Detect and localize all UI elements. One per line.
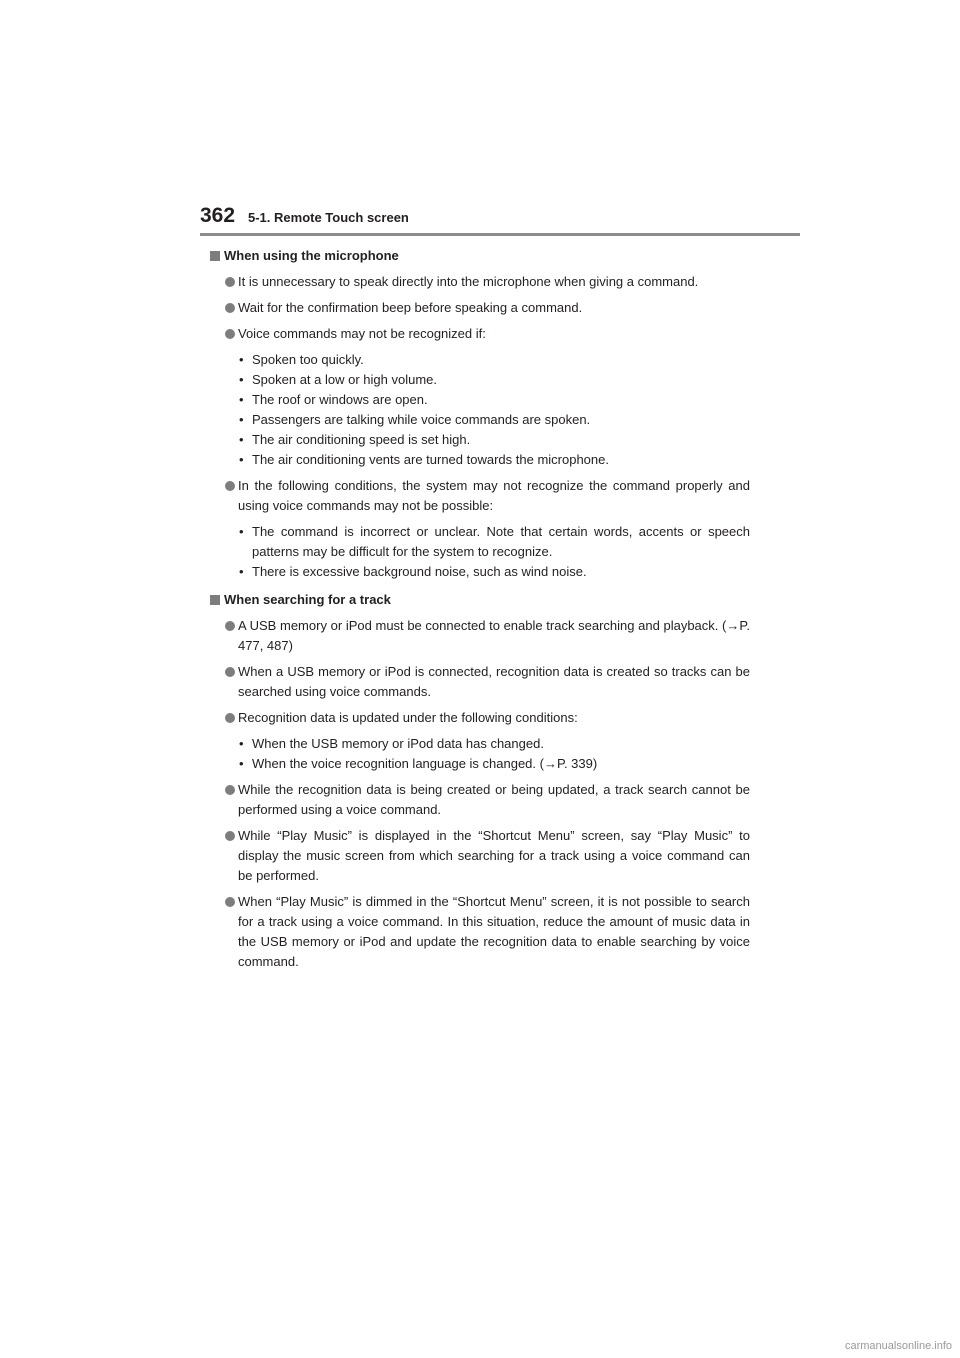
sub-list-item: • The command is incorrect or unclear. Note that certain words, accents or speech patterns may be difficult for the system to recognize. — [238, 522, 750, 562]
sub-list-item: • There is excessive background noise, such as wind noise. — [238, 562, 750, 582]
section-heading — [210, 590, 750, 610]
circle-bullet-icon — [225, 831, 235, 841]
list-item-text: When a USB memory or iPod is connected, recognition data is created so tracks can be searched using voice commands. — [238, 664, 750, 699]
square-bullet-icon — [210, 595, 220, 605]
section-heading — [210, 246, 750, 266]
list-item-text: Wait for the confirmation beep before speaking a command. — [238, 300, 583, 315]
list-item — [210, 892, 750, 972]
section-heading-text: When searching for a track — [224, 592, 391, 607]
sub-list-item: • Passengers are talking while voice commands are spoken. — [238, 410, 750, 430]
list-item-text: Voice commands may not be recognized if: — [238, 326, 486, 341]
list-item-text: While “Play Music” is displayed in the “Shortcut Menu” screen, say “Play Music” to display the music screen from which searching for a track using a voice command can be performed. — [238, 828, 750, 883]
list-item — [210, 708, 750, 728]
list-item — [210, 272, 750, 292]
sub-list-item: • The air conditioning speed is set high. — [238, 430, 750, 450]
sub-list-item: • Spoken too quickly. — [238, 350, 750, 370]
square-bullet-icon — [210, 251, 220, 261]
list-item — [210, 826, 750, 886]
page-number: 362 — [200, 204, 236, 227]
circle-bullet-icon — [225, 667, 235, 677]
sub-list-item: • Spoken at a low or high volume. — [238, 370, 750, 390]
list-item-text: Recognition data is updated under the following conditions: — [238, 710, 578, 725]
list-item — [210, 616, 750, 656]
header-divider — [200, 233, 800, 236]
sub-list — [210, 734, 750, 774]
list-item-text: It is unnecessary to speak directly into the microphone when giving a command. — [238, 274, 699, 289]
sub-list-item: • When the voice recognition language is changed. (→P. 339) — [238, 754, 750, 774]
circle-bullet-icon — [225, 897, 235, 907]
page-header — [200, 203, 800, 236]
list-item-text: When “Play Music” is dimmed in the “Shortcut Menu” screen, it is not possible to search for a track using a voice command. In this situation, reduce the amount of music data in the USB memory or iPod and update the recognition data to enable searching by voice command. — [238, 894, 750, 969]
list-item-text: While the recognition data is being created or being updated, a track search cannot be performed using a voice command. — [238, 782, 750, 817]
list-item — [210, 298, 750, 318]
circle-bullet-icon — [225, 277, 235, 287]
sub-list-item: • The air conditioning vents are turned towards the microphone. — [238, 450, 750, 470]
section-heading-text: When using the microphone — [224, 248, 399, 263]
circle-bullet-icon — [225, 785, 235, 795]
page-content — [210, 242, 750, 972]
circle-bullet-icon — [225, 713, 235, 723]
section-title: 5-1. Remote Touch screen — [248, 210, 409, 225]
list-item-text: In the following conditions, the system may not recognize the command properly and using voice commands may not be possible: — [238, 478, 750, 513]
circle-bullet-icon — [225, 329, 235, 339]
sub-list — [210, 350, 750, 470]
list-item — [210, 780, 750, 820]
watermark-text: carmanualsonline.info — [844, 1340, 952, 1352]
sub-list-item: • The roof or windows are open. — [238, 390, 750, 410]
list-item — [210, 324, 750, 344]
list-item — [210, 476, 750, 516]
circle-bullet-icon — [225, 621, 235, 631]
sub-list — [210, 522, 750, 582]
circle-bullet-icon — [225, 481, 235, 491]
circle-bullet-icon — [225, 303, 235, 313]
list-item-text: A USB memory or iPod must be connected to enable track searching and playback. (→P. 477, 487) — [238, 618, 750, 653]
sub-list-item: • When the USB memory or iPod data has changed. — [238, 734, 750, 754]
list-item — [210, 662, 750, 702]
